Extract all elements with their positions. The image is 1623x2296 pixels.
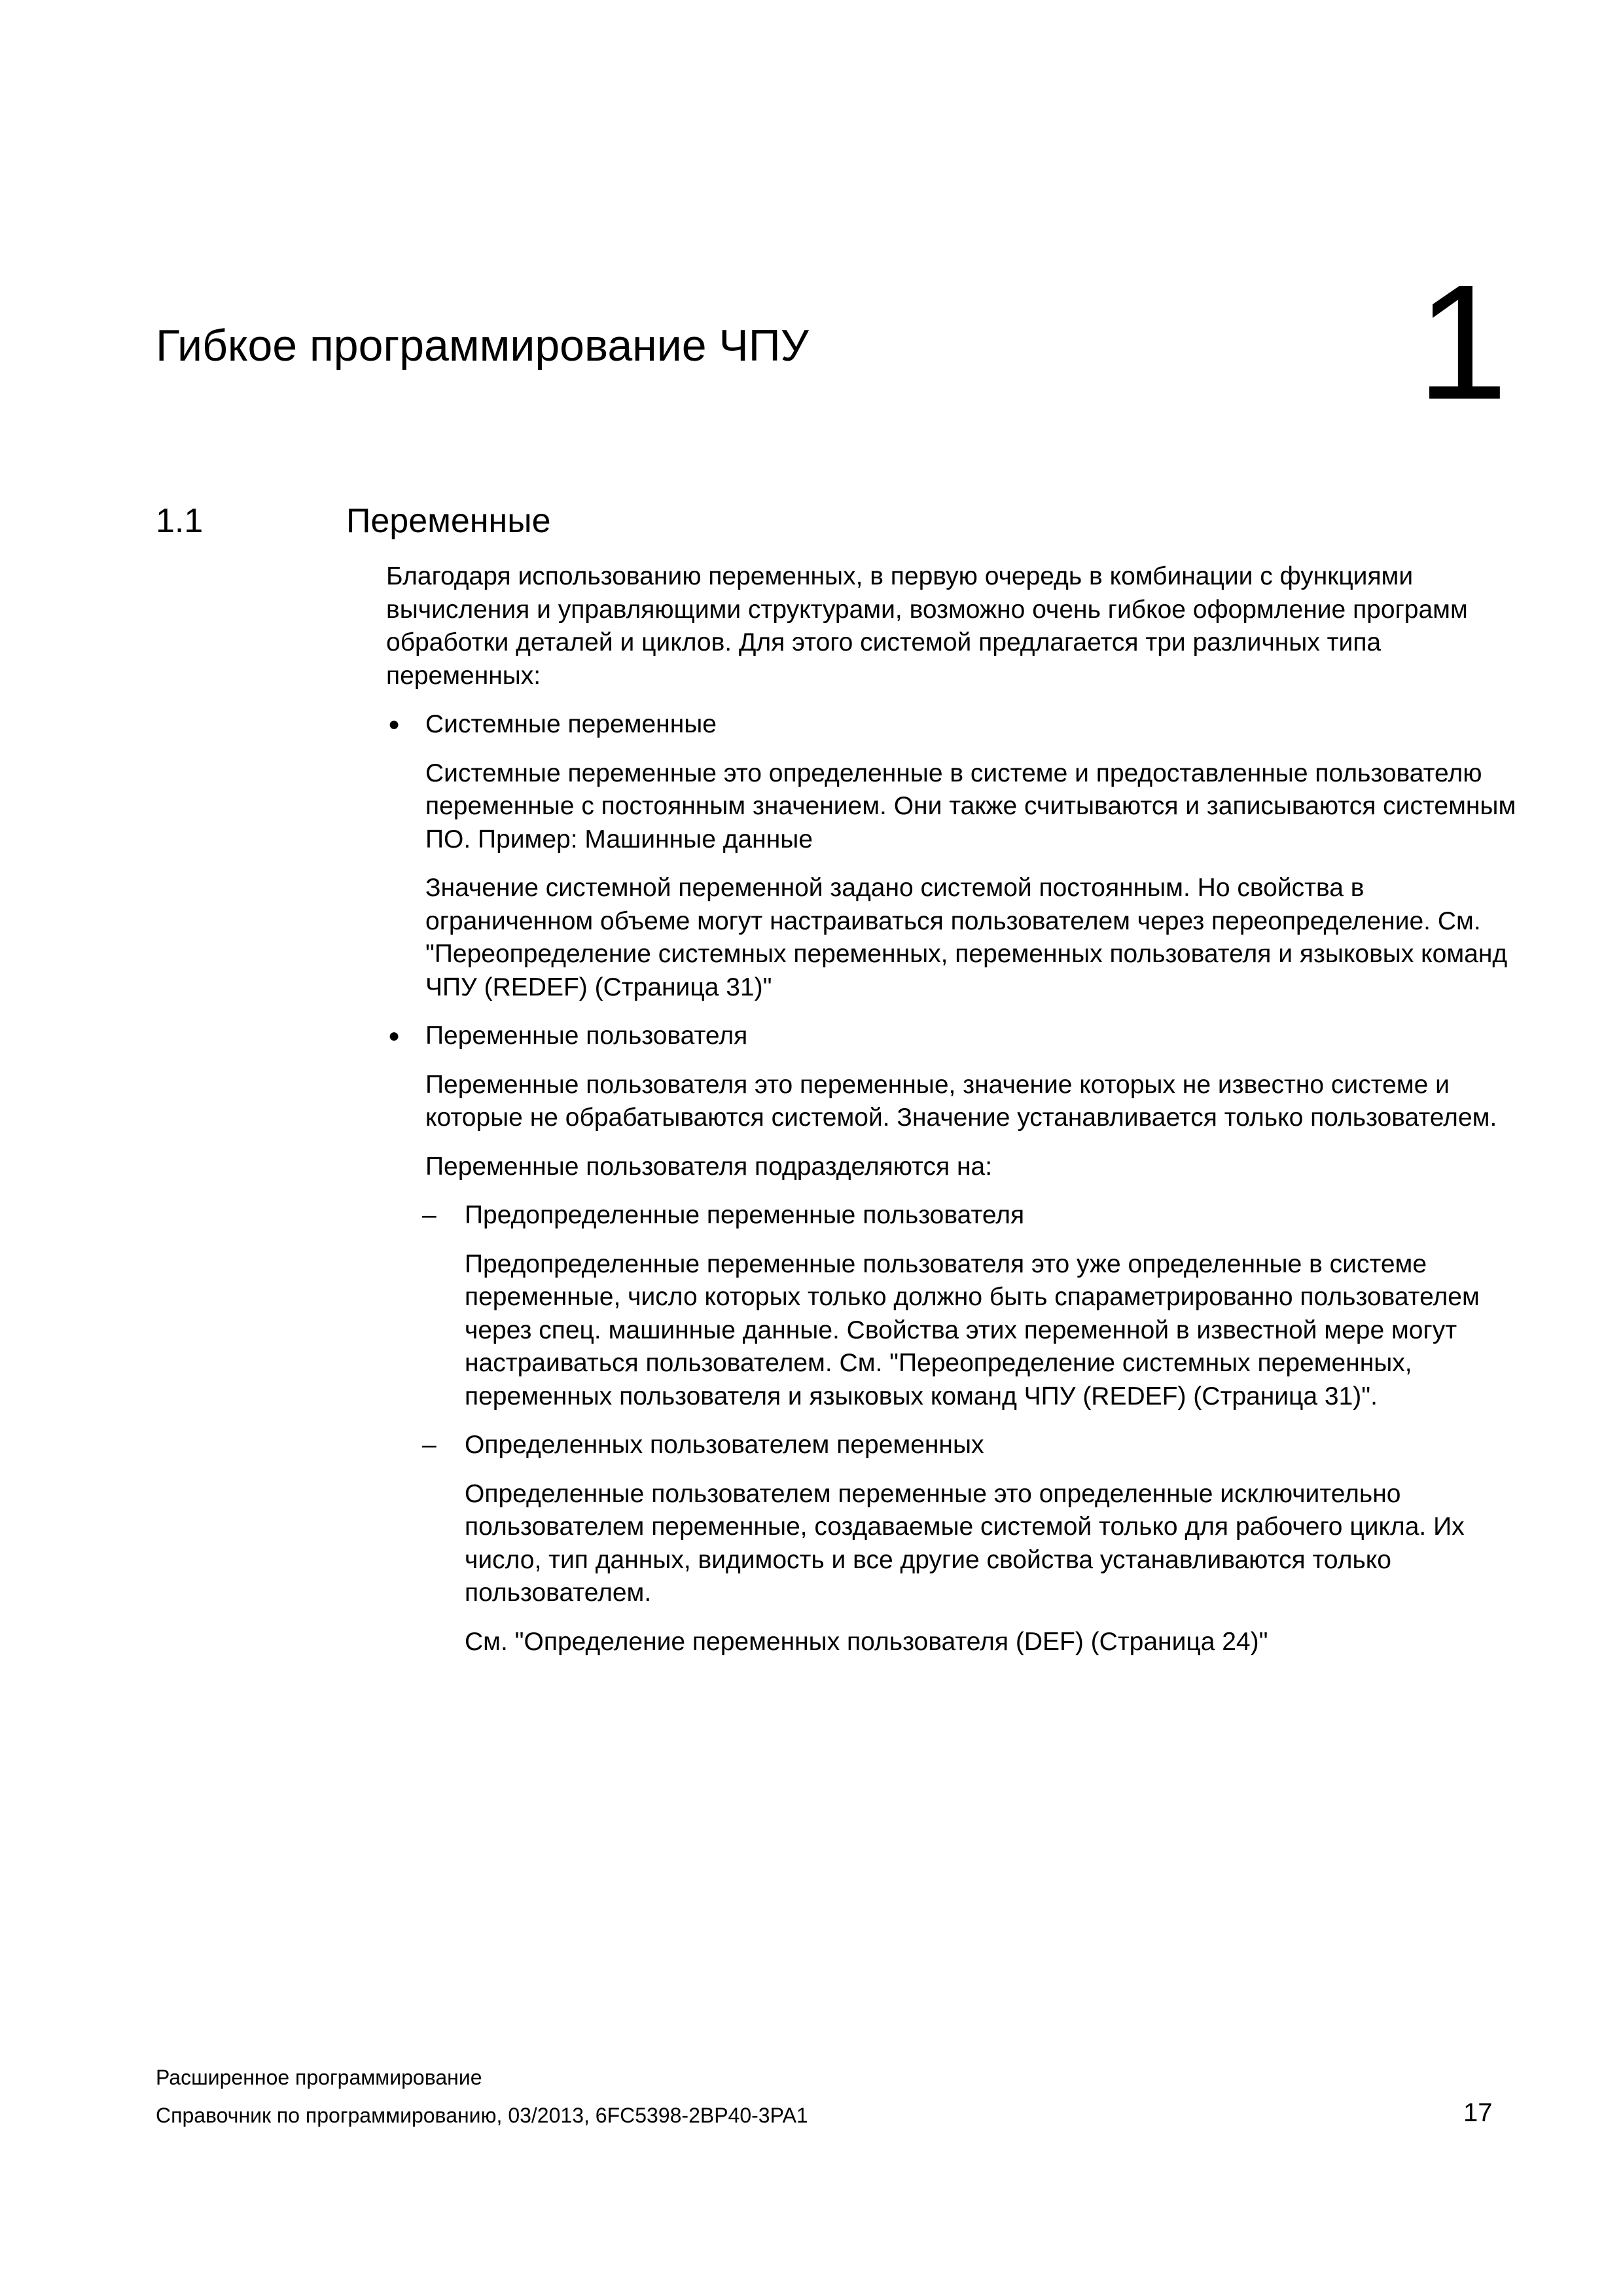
dash-item-user-defined xyxy=(386,1429,1531,1462)
chapter-number: 1 xyxy=(1417,251,1508,433)
system-variables-paragraph: Системные переменные это определенные в системе и предоставленные пользователю переменные с постоянным значением. Они также считываются и записываются системным ПО. Пример: Машинные данные xyxy=(425,759,1516,853)
user-defined-paragraph: Определенные пользователем переменные это определенные исключительно пользователем переменные, создаваемые системой только для рабочего цикла. Их число, тип данных, видимость и все другие свойства устанавливаются только пользователем. xyxy=(465,1479,1465,1607)
chapter-title: Гибкое программирование ЧПУ xyxy=(156,321,809,370)
section-number: 1.1 xyxy=(156,502,204,540)
footer-subtitle: Справочник по программированию, 03/2013, 6FC5398-2BP40-3PA1 xyxy=(156,2104,808,2127)
dash-item-predefined xyxy=(386,1199,1531,1232)
bullet-icon: ● xyxy=(388,1025,401,1047)
dash-icon: – xyxy=(422,1431,437,1459)
bullet-label: Системные переменные xyxy=(425,710,717,738)
dash-label: Определенных пользователем переменных xyxy=(465,1431,984,1459)
section-body xyxy=(386,560,1531,1674)
bullet-item-user-variables xyxy=(386,1020,1531,1053)
footer-title: Расширенное программирование xyxy=(156,2066,482,2089)
dash-icon: – xyxy=(422,1201,437,1229)
intro-paragraph: Благодаря использованию переменных, в первую очередь в комбинации с функциями вычисления и управляющими структурами, возможно очень гибкое оформление программ обработки деталей и циклов. Для этого системой предлагается три различных типа переменных: xyxy=(386,562,1468,690)
user-variables-paragraph: Переменные пользователя подразделяются на: xyxy=(425,1152,993,1181)
bullet-icon: ● xyxy=(388,713,401,735)
user-variables-paragraph: Переменные пользователя это переменные, значение которых не известно системе и которые не обрабатываются системой. Значение устанавливается только пользователем. xyxy=(425,1070,1497,1132)
bullet-label: Переменные пользователя xyxy=(425,1022,748,1050)
system-variables-paragraph: Значение системной переменной задано системой постоянным. Но свойства в ограниченном объеме могут настраиваться пользователем через переопределение. См. "Переопределение системных переменных, переменных пользователя и языковых команд ЧПУ (REDEF) (Страница 31)" xyxy=(425,874,1508,1001)
cross-reference: См. "Определение переменных пользователя (DEF) (Страница 24)" xyxy=(465,1627,1268,1656)
predefined-paragraph: Предопределенные переменные пользователя это уже определенные в системе переменные, число которых только должно быть спараметрированно пользователем через спец. машинные данные. Свойства этих переменной в известной мере могут настраиваться пользователем. См. "Переопределение системных переменных, переменных пользователя и языковых команд ЧПУ (REDEF) (Страница 31)". xyxy=(465,1249,1480,1410)
page-number: 17 xyxy=(1463,2098,1493,2127)
dash-label: Предопределенные переменные пользователя xyxy=(465,1201,1025,1229)
bullet-item-system-variables xyxy=(386,708,1531,742)
section-title: Переменные xyxy=(346,502,551,540)
